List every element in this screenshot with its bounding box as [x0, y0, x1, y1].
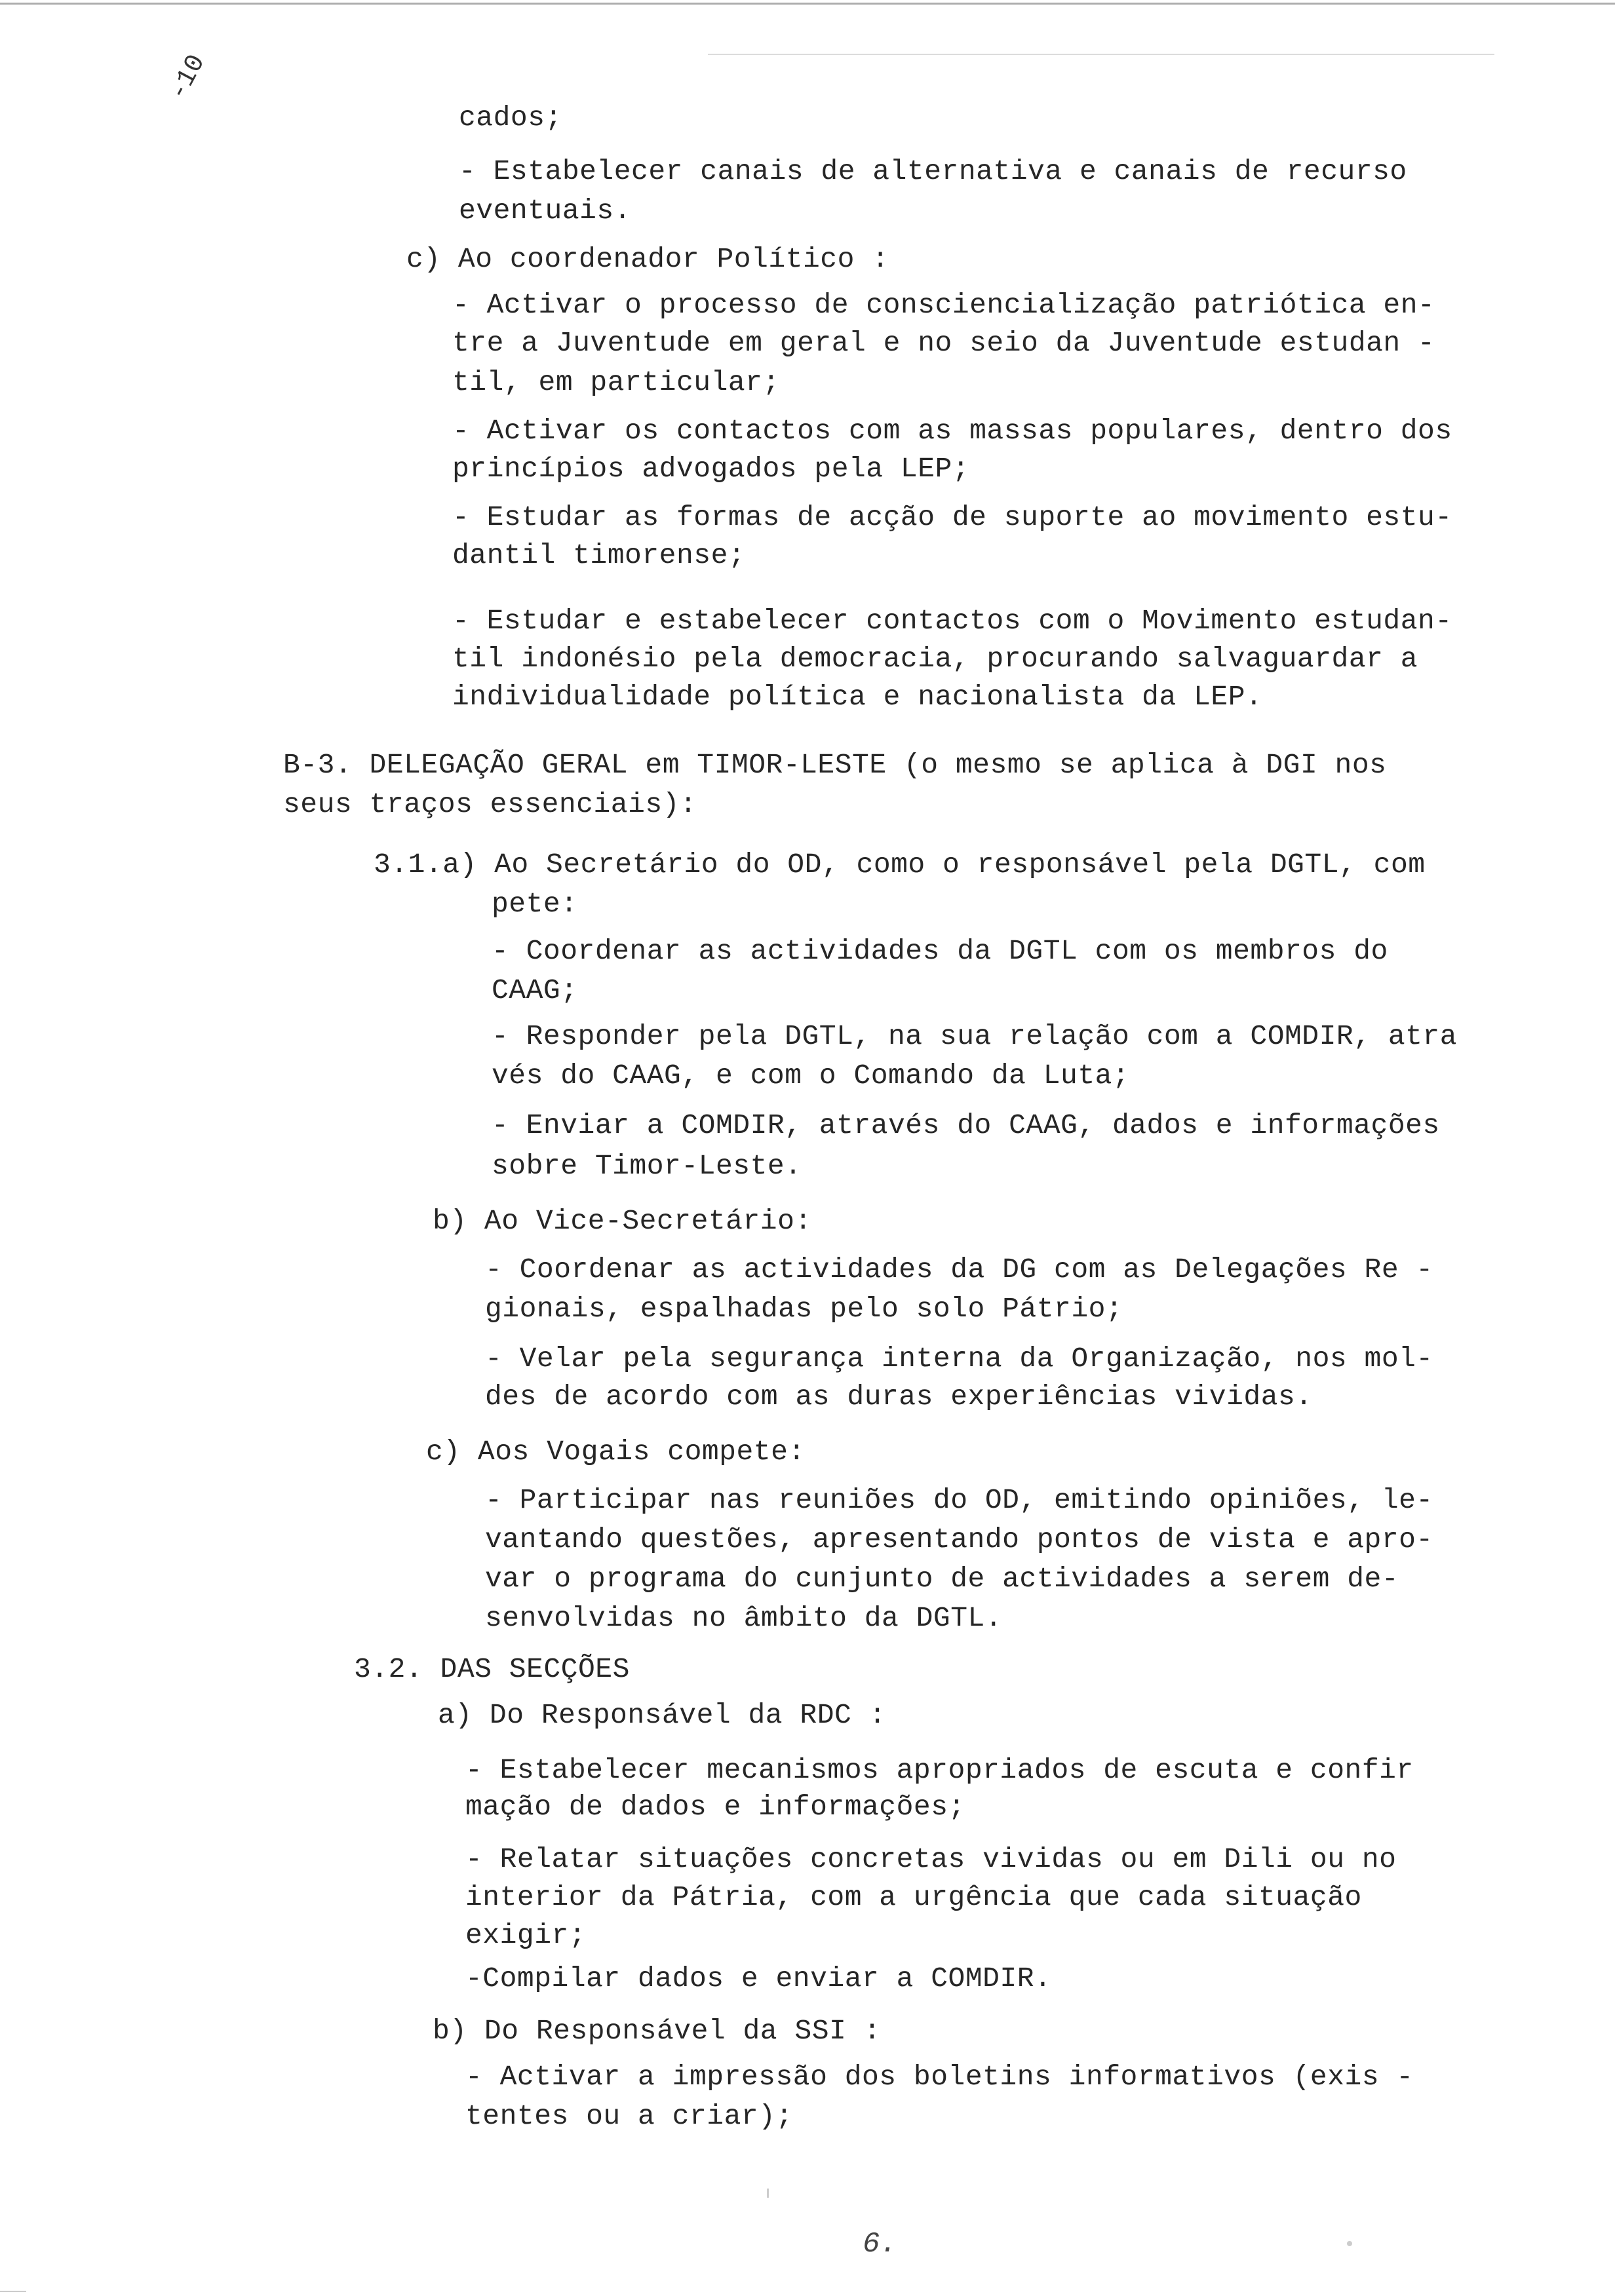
text-line: individualidade política e nacionalista da LEP.: [452, 681, 1263, 713]
text-line: mação de dados e informações;: [465, 1791, 965, 1823]
scan-speck: [767, 2189, 769, 2198]
text-line: var o programa do cunjunto de actividades a serem de-: [485, 1563, 1399, 1595]
text-line: cados;: [459, 102, 562, 134]
text-line: senvolvidas no âmbito da DGTL.: [485, 1602, 1003, 1634]
text-line: - Estudar as formas de acção de suporte ao movimento estu-: [452, 501, 1452, 533]
subsection-heading: b) Ao Vice-Secretário:: [433, 1205, 812, 1237]
margin-handwritten-number: -10: [164, 50, 212, 106]
text-line: des de acordo com as duras experiências vividas.: [485, 1381, 1313, 1413]
text-line: exigir;: [465, 1919, 587, 1951]
text-line: til indonésio pela democracia, procurando salvaguardar a: [452, 643, 1418, 675]
text-line: - Relatar situações concretas vividas ou em Dili ou no: [465, 1843, 1397, 1875]
text-line: dantil timorense;: [452, 539, 746, 571]
text-line: - Activar o processo de consciencialização patriótica en-: [452, 289, 1435, 321]
text-line: - Estabelecer canais de alternativa e canais de recurso: [459, 155, 1407, 187]
text-line: - Coordenar as actividades da DGTL com os membros do: [492, 935, 1388, 967]
subsection-heading: 3.1.a) Ao Secretário do OD, como o responsável pela DGTL, com: [374, 849, 1426, 881]
scan-bottom-edge-mark: [0, 2291, 26, 2292]
section-heading: 3.2. DAS SECÇÕES: [354, 1653, 630, 1685]
text-line: princípios advogados pela LEP;: [452, 453, 970, 485]
text-line: CAAG;: [492, 974, 578, 1006]
text-line: vantando questões, apresentando pontos de vista e apro-: [485, 1523, 1433, 1556]
text-line: - Activar a impressão dos boletins informativos (exis -: [465, 2061, 1414, 2093]
subsection-heading: b) Do Responsável da SSI :: [433, 2015, 881, 2047]
scan-speck: [1347, 2241, 1352, 2246]
text-line: - Coordenar as actividades da DG com as Delegações Re -: [485, 1253, 1433, 1286]
page-number: 6.: [863, 2228, 897, 2261]
text-line: sobre Timor-Leste.: [492, 1150, 802, 1182]
text-line: - Enviar a COMDIR, através do CAAG, dados e informações: [492, 1109, 1440, 1141]
text-line: eventuais.: [459, 195, 632, 227]
subsection-heading: a) Do Responsável da RDC :: [438, 1699, 886, 1731]
text-line: - Estudar e estabelecer contactos com o Movimento estudan-: [452, 605, 1452, 637]
text-line: tre a Juventude em geral e no seio da Juventude estudan -: [452, 327, 1435, 359]
text-line: tentes ou a criar);: [465, 2100, 793, 2132]
text-line: pete:: [492, 888, 578, 920]
section-heading: B-3. DELEGAÇÃO GERAL em TIMOR-LESTE (o mesmo se aplica à DGI nos: [283, 749, 1387, 781]
text-line: - Activar os contactos com as massas populares, dentro dos: [452, 415, 1452, 447]
subsection-heading: c) Ao coordenador Político :: [406, 243, 889, 275]
section-heading-continued: seus traços essenciais):: [283, 788, 697, 820]
text-line: - Estabelecer mecanismos apropriados de escuta e confir: [465, 1754, 1414, 1786]
text-line: vés do CAAG, e com o Comando da Luta;: [492, 1060, 1130, 1092]
scan-top-edge-line: [0, 3, 1615, 5]
subsection-heading: c) Aos Vogais compete:: [426, 1436, 806, 1468]
scan-header-faint-line: [708, 54, 1494, 55]
text-line: - Responder pela DGTL, na sua relação com a COMDIR, atra: [492, 1020, 1458, 1052]
text-line: - Velar pela segurança interna da Organização, nos mol-: [485, 1343, 1433, 1375]
text-line: gionais, espalhadas pelo solo Pátrio;: [485, 1293, 1123, 1325]
text-line: -Compilar dados e enviar a COMDIR.: [465, 1962, 1052, 1995]
text-line: til, em particular;: [452, 366, 780, 398]
text-line: interior da Pátria, com a urgência que cada situação: [465, 1881, 1362, 1913]
text-line: - Participar nas reuniões do OD, emitindo opiniões, le-: [485, 1484, 1433, 1516]
